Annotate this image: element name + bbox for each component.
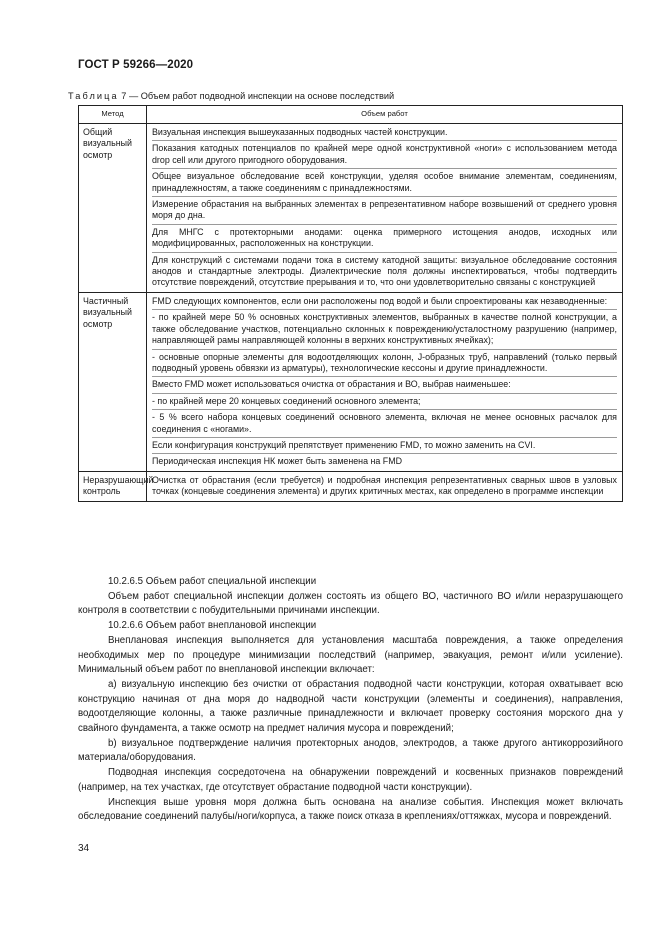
scope-item: - по крайней мере 50 % основных конструктивных элементов, выбранных в качестве полной конструкции, а также обследование участков, потенциально склонных к повреждению/усталостному разрушению (например, направляющей рамы направляющей колонны в верхних конструктивных ячейках); [152,310,617,349]
scope-cell [147,292,623,471]
table-header-row [79,106,623,124]
method-cell: Частичный визуальный осмотр [79,292,147,471]
body-paragraph: Внеплановая инспекция выполняется для установления масштаба повреждения, а также определения необходимых мер по процедуре минимизации последствий (например, эвакуация, ремонт и/или усиление). Минимальный объем работ по внеплановой инспекции включает: [78,634,623,676]
table-caption [68,91,394,101]
table-caption-prefix: Таблица [68,91,119,101]
body-paragraph: Объем работ специальной инспекции должен состоять из общего ВО, частичного ВО и/или неразрушающего контроля в соответствии с побудительными причинами инспекции. [78,590,623,617]
body-paragraph: b) визуальное подтверждение наличия протекторных анодов, электродов, а также другого антикоррозийного материала/оборудования. [78,737,623,764]
scope-item: Визуальная инспекция вышеуказанных подводных частей конструкции. [152,125,617,141]
table-row [79,471,623,501]
scope-item: Общее визуальное обследование всей конструкции, уделяя особое внимание элементам, соединениям, принадлежностям, а также соединениям с принадлежностями. [152,169,617,197]
scope-item: Для конструкций с системами подачи тока в систему катодной защиты: визуальное обследование состояния анодов и стандартные электроды. Диэлектрические поля должны инспектироваться, чтобы подтвердить отсутствие повреждений, отсутствие прерывания и то, что они удовлетворительно связаны с конструкцией [152,254,617,288]
body-paragraph: 10.2.6.6 Объем работ внеплановой инспекции [108,620,317,632]
body-paragraph: Подводная инспекция сосредоточена на обнаружении повреждений и косвенных признаков повреждений (например, на тех участках, где отсутствует обрастание подводной части конструкции). [78,767,623,793]
inspection-scope-table [78,105,623,502]
scope-cell [147,124,623,293]
scope-item: Вместо FMD может использоваться очистка от обрастания и ВО, выбрав наименьшее: [152,377,617,393]
scope-item: - по крайней мере 20 концевых соединений основного элемента; [152,394,617,410]
scope-cell [147,471,623,501]
document-code: ГОСТ Р 59266—2020 [78,59,194,71]
body-paragraph: а) визуальную инспекцию без очистки от обрастания подводной части конструкции, которая охватывает всю конструкцию начиная от дна моря до надводной части конструкции (элементы и соединения), направления, водоотделяющие колонны, а также различные принадлежности и включает проверку состояния морского дна у свайного фундамента, а также осмотр на предмет наличия мусора и повреждений; [78,678,623,735]
table-caption-text: 7 — Объем работ подводной инспекции на основе последствий [118,91,395,101]
body-paragraph: 10.2.6.5 Объем работ специальной инспекции [108,576,317,587]
body-paragraph: Инспекция выше уровня моря должна быть основана на анализе события. Инспекция может включать обследование соединений палубы/ноги/корпуса, а также поиск отказа в креплениях/оттяжках, мусора и повреждений. [78,796,623,823]
column-header-scope: Объем работ [147,106,623,124]
scope-item: FMD следующих компонентов, если они расположены под водой и были спроектированы как незаводненные: [152,294,617,310]
scope-item: Если конфигурация конструкций препятствует применению FMD, то можно заменить на CVI. [152,438,617,454]
scope-item: Очистка от обрастания (если требуется) и подробная инспекция репрезентативных сварных швов в узловых точках (концевые соединения элемента) и других критичных местах, как определено в программе инспекции [152,474,617,497]
scope-item: - основные опорные элементы для водоотделяющих колонн, J-образных труб, направлений (только первый подводный уровень обвязки из арматуры), технологические кессоны и другие принадлежности. [152,350,617,378]
body-text [78,575,623,825]
scope-item: Показания катодных потенциалов по крайней мере одной конструктивной «ноги» с использованием метода drop cell или другого пригодного оборудования. [152,141,617,169]
scope-item: Измерение обрастания на выбранных элементах в репрезентативном наборе возвышений от среднего уровня моря до дна. [152,197,617,225]
page-number: 34 [78,843,90,854]
scope-item: Периодическая инспекция НК может быть заменена на FMD [152,456,403,467]
table-body [79,124,623,502]
method-cell: Общий визуальный осмотр [79,124,147,293]
table-row [79,124,623,293]
scope-item: - 5 % всего набора концевых соединений основного элемента, включая не менее основных расчалок для соединения с «ногами». [152,410,617,438]
table-row [79,292,623,471]
column-header-method: Метод [79,106,147,124]
method-cell: Неразрушающий контроль [79,471,147,501]
scope-item: Для МНГС с протекторными анодами: оценка примерного истощения анодов, исходных или модифицированных, расположенных на конструкции. [152,225,617,253]
